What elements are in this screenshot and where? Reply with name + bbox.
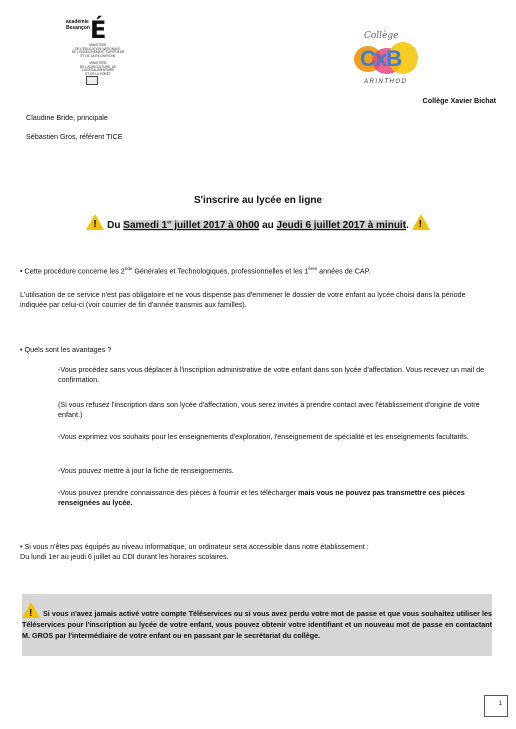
end-date: Jeudi 6 juillet 2017 à minuit — [276, 220, 407, 231]
marianne-icon — [86, 76, 98, 85]
advantages-heading: • Quels sont les avantages ? — [20, 345, 112, 354]
start-date: Samedi 1er juillet 2017 à 0h00 — [123, 219, 260, 231]
college-logo-sub: ARINTHOD — [364, 79, 408, 85]
college-logo-letters: CxB — [360, 46, 402, 71]
notice-text: !Si vous n'avez jamais activé votre compte Téléservices ou si vous avez perdu votre mot de passe et que vous souhaitez utiliser les Téléservices pour l'inscription au lycée de votre enfant, vous pouvez obtenir votre identifiant et un nouveau mot de passe en contactant M. GROS par l'intermédiaire de votre enfant ou en passant par le secrétariat du collège. — [22, 602, 492, 641]
page-title: S'inscrire au lycée en ligne — [194, 195, 322, 206]
advantage-1: -Vous procédez sans vous déplacer à l'inscription administrative de votre enfant dans son lycée d'affectation. Vous recevez un mail de confirmation. — [58, 365, 485, 384]
date-range: ! Du Samedi 1er juillet 2017 à 0h00 au Jeudi 6 juillet 2017 à minuit. ! — [0, 214, 516, 233]
advantage-3: -Vous pouvez mettre à jour la fiche de renseignements. — [58, 466, 234, 475]
ministry-text: MINISTÈRE DE L'ÉDUCATION NATIONALE, DE L'ENSEIGNEMENT SUPÉRIEUR ET DE LA RECHERCHE — [71, 43, 125, 59]
advantage-2: -Vous exprimez vos souhaits pour les enseignements d'exploration, l'enseignement de spécialité et les enseignements facultatifs. — [58, 432, 469, 441]
page-number-box — [484, 695, 508, 717]
advantage-note: (Si vous refusez l'inscription dans son lycée d'affectation, vous serez invités à prendre contact avec l'établissement d'origine de votre enfant.) — [58, 400, 480, 419]
usage-paragraph: L'utilisation de ce service n'est pas obligatoire et ne vous dispense pas d'emmener le dossier de votre enfant au lycée choisi dans la période indiquée par celui-ci (voir courrier de fin d'année transmis aux familles). — [20, 290, 466, 309]
college-logo-script: Collège — [364, 31, 399, 41]
academy-name-2: Besançon — [66, 24, 90, 31]
college-name: Collège Xavier Bichat — [422, 96, 496, 105]
academy-name-1: académie — [66, 19, 89, 25]
principal-name: Claudine Bride, principale — [26, 113, 108, 122]
equipment-paragraph: • Si vous n'êtes pas équipés au niveau informatique, un ordinateur sera accessible dans notre établissement : Du lundi 1er au jeudi 6 juillet au CDI durant les horaires scolaires. — [20, 542, 369, 561]
advantage-4: -Vous pouvez prendre connaissance des pièces à fournir et les télécharger mais vous ne pouvez pas transmettre ces pièces renseignées au lycée. — [58, 488, 465, 507]
warning-icon — [22, 602, 40, 618]
warning-icon — [412, 214, 430, 230]
academy-e-mark: É — [90, 16, 107, 44]
region-text: MINISTÈRE DE L'AGRICULTURE, DE L'AGROALIMENTAIRE ET DE LA FORÊT — [79, 61, 117, 77]
tice-name: Sébastien Gros, référent TICE — [26, 132, 123, 141]
warning-icon — [86, 214, 104, 230]
college-logo — [352, 30, 424, 88]
page-number: 1 — [498, 701, 502, 707]
scope-paragraph: • Cette procédure concerne les 2nde Générales et Technologiques, professionnelles et les 1ères années de CAP. — [20, 266, 371, 276]
academy-logo — [66, 16, 125, 84]
